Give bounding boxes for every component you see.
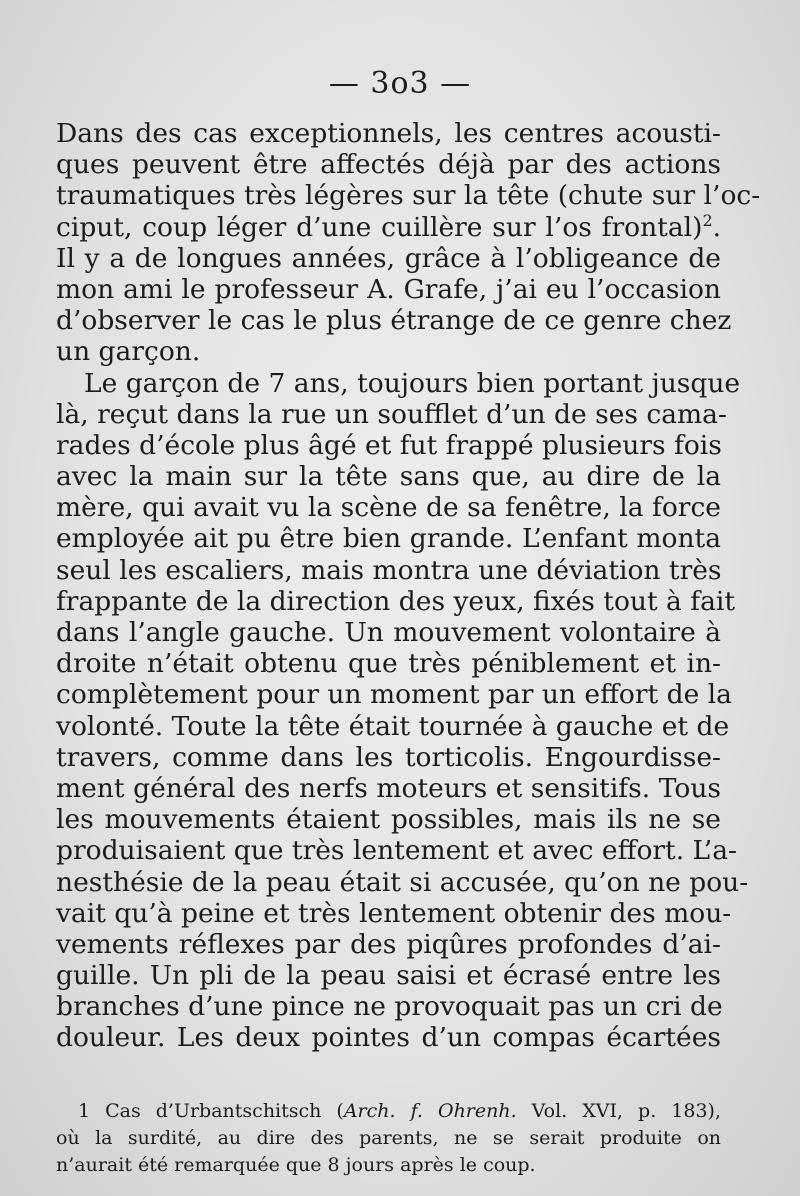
text-line: seul les escaliers, mais montra une déviation très [56, 554, 722, 586]
text-line: là, reçut dans la rue un soufflet d’un de ses cama- [56, 398, 727, 430]
text-line: Il y a de longues années, grâce à l’obligeance de [56, 242, 721, 274]
text-line-content: ciput, coup léger d’une cuillère sur l’os frontal) [56, 211, 703, 243]
footnote-text-post: Vol. XVI, p. 183), [516, 1100, 721, 1122]
text-line: douleur. Les deux pointes d’un compas écartées [56, 1022, 721, 1054]
text-line: branches d’une pince ne provoquait pas un cri de [56, 991, 723, 1023]
footnote-reference: 2 [702, 210, 713, 230]
text-line: droite n’était obtenu que très péniblement et in- [56, 648, 721, 680]
text-line: vements réflexes par des piqûres profondes d’ai- [56, 928, 721, 960]
footnote-marker: 1 [78, 1100, 91, 1122]
text-line: guille. Un pli de la peau saisi et écrasé entre les [56, 960, 721, 992]
footnote-journal: Arch. f. Ohrenh. [343, 1100, 517, 1122]
footnote-reference-trail: . [712, 211, 721, 243]
text-line: frappante de la direction des yeux, fixés tout à fait [56, 585, 735, 617]
body-text [56, 118, 761, 1054]
text-line: vait qu’à peine et très lentement obtenir des mou- [56, 897, 732, 929]
text-line: les mouvements étaient possibles, mais ils ne se [56, 804, 721, 836]
text-line: Dans des cas exceptionnels, les centres acousti- [56, 118, 721, 149]
text-line: employée ait pu être bien grande. L’enfant monta [56, 523, 721, 555]
text-line: d’observer le cas le plus étrange de ce genre chez [56, 305, 732, 337]
text-line: traumatiques très légères sur la tête (chute sur l’oc- [56, 180, 761, 212]
text-line: ment général des nerfs moteurs et sensitifs. Tous [56, 772, 721, 804]
text-line: travers, comme dans les torticolis. Engourdisse- [56, 741, 721, 773]
footnote-line [56, 1098, 721, 1125]
text-line: produisaient que très lentement et avec effort. L’a- [56, 835, 737, 867]
text-line: mon ami le professeur A. Grafe, j’ai eu l’occasion [56, 273, 721, 305]
text-line: dans l’angle gauche. Un mouvement volontaire à [56, 617, 721, 648]
text-line: Le garçon de 7 ans, toujours bien portant jusque [84, 367, 741, 399]
text-line: ques peuvent être affectés déjà par des actions [56, 149, 721, 181]
footnote-line: n’aurait été remarquée que 8 jours après le coup. [56, 1154, 536, 1176]
text-line: complètement pour un moment par un effort de la [56, 679, 732, 711]
text-line: un garçon. [56, 336, 201, 368]
page-number: — 3o3 — [328, 66, 472, 101]
text-line: mère, qui avait vu la scène de sa fenêtre, la force [56, 492, 721, 524]
text-line: nesthésie de la peau était si accusée, qu’on ne pou- [56, 866, 749, 898]
footnotes [56, 1098, 721, 1179]
footnote-text-pre: Cas d’Urbantschitsch ( [105, 1100, 344, 1122]
text-line: avec la main sur la tête sans que, au dire de la [56, 461, 721, 493]
text-line: volonté. Toute la tête était tournée à gauche et de [56, 710, 730, 742]
footnote-line: où la surdité, au dire des parents, ne se serait produite on [56, 1127, 721, 1149]
text-line-with-note [56, 212, 721, 243]
text-line: rades d’école plus âgé et fut frappé plusieurs fois [56, 429, 722, 461]
